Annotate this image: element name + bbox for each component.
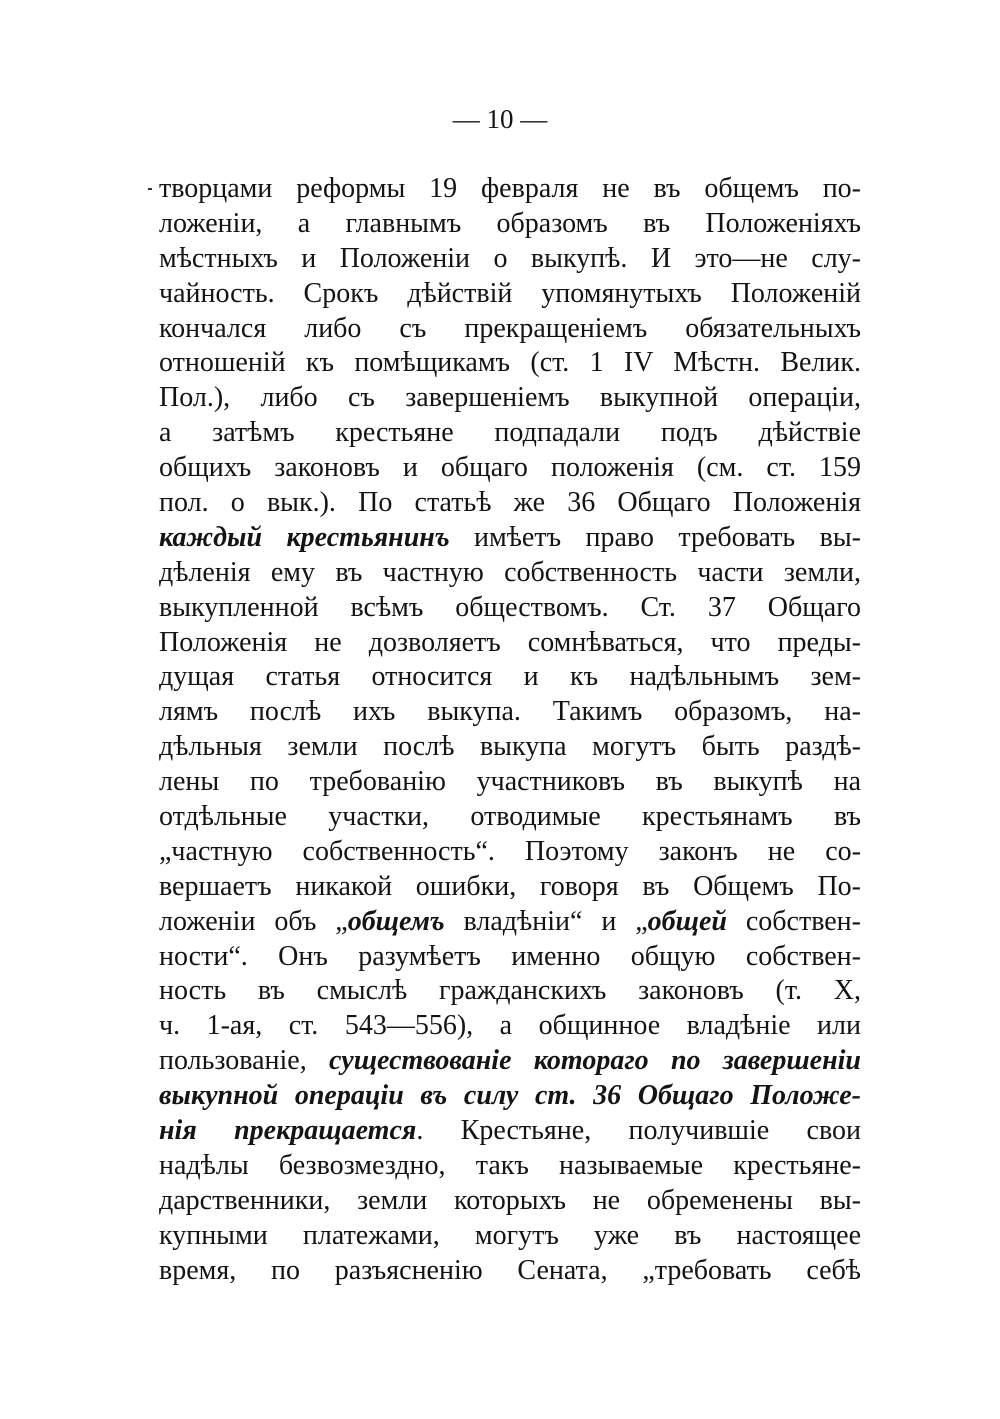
text-line [159,1079,861,1114]
text-segment: отдѣльные участки, отводимые крестьянамъ въ [159,801,861,833]
text-line [159,346,861,381]
text-line [159,172,861,207]
text-line [159,1114,861,1149]
text-line [159,765,861,800]
text-segment: ность въ смыслѣ гражданскихъ законовъ (т. X, [159,975,861,1007]
margin-mark [148,188,152,190]
text-line [159,312,861,347]
text-line [159,1009,861,1044]
text-line [159,556,861,591]
text-segment: дущая статья относится и къ надѣльнымъ зем- [159,661,861,693]
text-segment: чайность. Срокъ дѣйствій упомянутыхъ Положеній [159,277,861,309]
text-segment: кончался либо съ прекращеніемъ обязательныхъ [159,312,861,344]
text-segment: ности“. Онъ разумѣетъ именно общую собствен- [159,940,861,972]
text-segment: имѣетъ право требовать вы- [449,521,861,553]
text-line [159,660,861,695]
text-segment: творцами реформы 19 февраля не въ общемъ по- [159,173,861,204]
text-line [159,486,861,521]
text-segment: надѣлы безвозмездно, такъ называемые крестьяне- [159,1149,861,1181]
text-line [159,800,861,835]
text-line [159,207,861,242]
text-segment: ложеніи объ „ [159,905,348,937]
text-line [159,416,861,451]
text-segment: собствен- [726,905,861,937]
text-line [159,835,861,870]
text-line [159,451,861,486]
text-segment: время, по разъясненію Сената, „требовать себѣ [159,1254,861,1286]
text-segment: Пол.), либо съ завершеніемъ выкупной операціи, [159,382,861,414]
text-segment: пол. о вык.). По статьѣ же 36 Общаго Положенія [159,487,861,519]
text-segment: дѣльныя земли послѣ выкупа могутъ быть раздѣ- [159,731,861,763]
text-line [159,730,861,765]
text-segment: лены по требованію участниковъ въ выкупѣ на [159,766,861,798]
text-line [159,277,861,312]
text-segment: выкупленной всѣмъ обществомъ. Ст. 37 Общаго [159,591,861,623]
text-line [159,1044,861,1079]
italic-text-segment: нія прекращается [159,1115,417,1147]
text-line [159,905,861,940]
text-line [159,1219,861,1254]
text-line [159,974,861,1009]
text-line [159,1149,861,1184]
text-segment: Положенія не дозволяетъ сомнѣваться, что преды- [159,626,861,658]
text-line [159,870,861,905]
text-line [159,521,861,556]
text-segment: ч. 1-ая, ст. 543—556), а общинное владѣніе или [159,1010,861,1042]
text-segment: вершаетъ никакой ошибки, говоря въ Общемъ По- [159,870,861,902]
text-line [159,1254,861,1289]
text-segment: ложеніи, а главнымъ образомъ въ Положеніяхъ [159,207,861,239]
text-segment: а затѣмъ крестьяне подпадали подъ дѣйствіе [159,417,861,449]
text-line [159,242,861,277]
text-segment: пользованіе, [159,1045,330,1077]
body-text [159,172,861,1289]
italic-text-segment: каждый крестьянинъ [159,521,450,553]
text-segment: дарственники, земли которыхъ не обременены вы- [159,1184,861,1216]
text-segment: мѣстныхъ и Положеніи о выкупѣ. И это—не слу- [159,242,861,274]
text-segment: „частную собственность“. Поэтому законъ не со- [159,835,861,867]
text-segment: отношеній къ помѣщикамъ (ст. 1 IV Мѣстн. Велик. [159,347,861,379]
text-segment: общихъ законовъ и общаго положенія (см. ст. 159 [159,452,861,484]
text-line [159,940,861,975]
text-segment: купными платежами, могутъ уже въ настоящее [159,1219,861,1251]
text-line [159,695,861,730]
italic-text-segment: общей [647,905,727,937]
text-line [159,381,861,416]
italic-text-segment: существованіе котораго по завершеніи [329,1045,861,1077]
text-segment: лямъ послѣ ихъ выкупа. Такимъ образомъ, на- [159,696,861,728]
text-segment: дѣленія ему въ частную собственность части земли, [159,556,861,588]
text-line [159,591,861,626]
page-number: — 10 — [452,104,548,134]
text-segment: . Крестьяне, получившіе свои [416,1115,861,1147]
italic-text-segment: общемъ [347,905,445,937]
text-line [159,1184,861,1219]
italic-text-segment: выкупной операціи въ силу ст. 36 Общаго Положе- [159,1080,861,1112]
text-segment: владѣніи“ и „ [444,905,648,937]
text-line [159,626,861,661]
